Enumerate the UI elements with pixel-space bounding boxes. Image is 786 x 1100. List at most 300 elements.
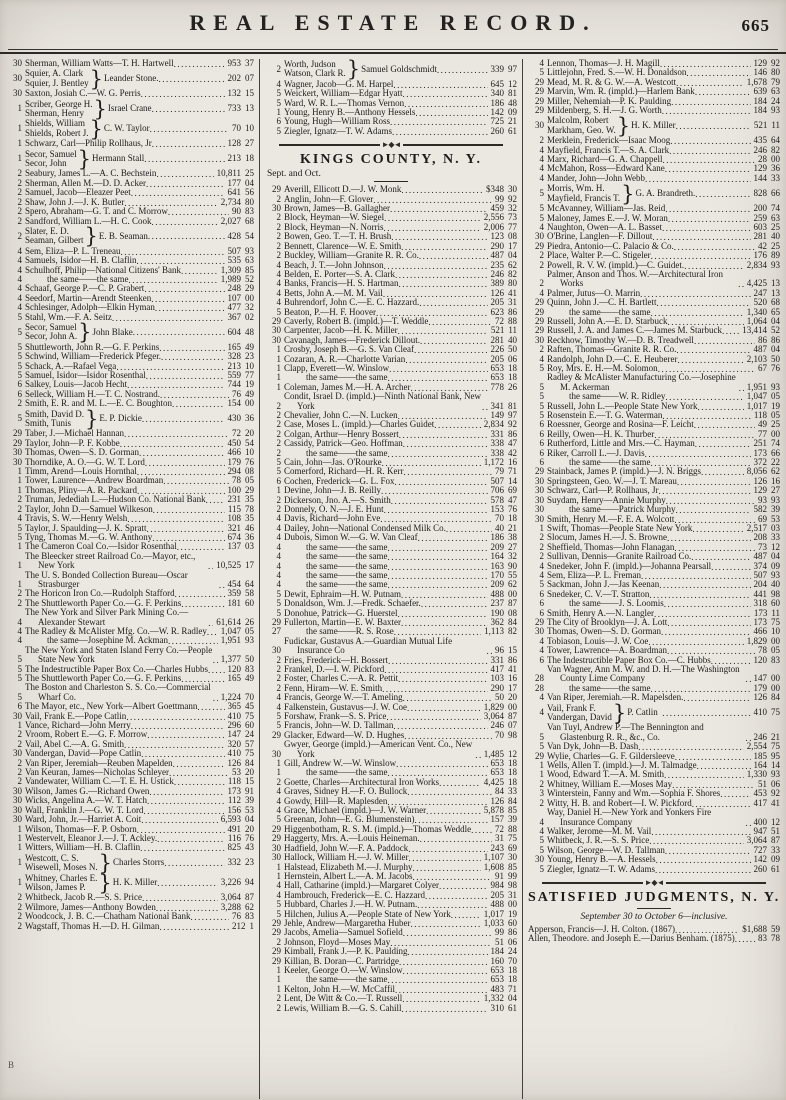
- judgment-entry: [6, 843, 254, 852]
- amount-cents: 53: [771, 513, 780, 524]
- day-number: 4: [276, 551, 281, 562]
- debtor-creditor-text: Shaw, John J.—J. K. Butler: [25, 196, 125, 207]
- dot-leader: [191, 913, 229, 922]
- creditor-text: H. K. Miller: [631, 120, 676, 131]
- debtor-creditor-text: Walker, Jerome—M. M. Vail: [547, 825, 652, 836]
- debtor-creditor-text: Vail, Frank E.—Pope Catlin: [25, 710, 127, 721]
- amount-dollars: 1,678: [746, 76, 767, 87]
- amount-dollars: 147: [753, 673, 767, 684]
- dot-leader: [654, 430, 755, 439]
- dot-leader: [668, 214, 751, 223]
- dot-leader: [403, 468, 492, 477]
- dot-leader: [738, 280, 744, 289]
- amount-cents: 11: [771, 120, 780, 131]
- judgment-entry: [528, 665, 780, 684]
- dot-leader: [475, 750, 480, 759]
- amount-dollars: 1,330: [746, 769, 767, 780]
- dot-leader: [674, 242, 755, 251]
- amount-dollars: 186: [490, 532, 504, 543]
- amount-dollars: 578: [490, 494, 504, 505]
- amount-dollars: 53: [232, 767, 241, 778]
- amount-cents: 40: [771, 579, 780, 590]
- debtor-creditor-text: Francis, John—W. D. Tallman: [284, 720, 394, 731]
- debtor-creditor-text: the same——the same: [306, 541, 388, 552]
- amount-dollars: 491: [227, 823, 241, 834]
- dot-leader: [412, 863, 480, 872]
- dot-leader: [124, 430, 229, 439]
- dot-leader: [686, 69, 750, 78]
- debtor-name: Vail, Frank F.: [547, 702, 596, 713]
- dot-leader: [153, 505, 225, 514]
- debtor-creditor-text: Saxton, Josiah C.—W. G. Perris: [25, 88, 141, 99]
- debtor-creditor-text: Fudickar, Gustavus A.—Guardian Mutual Life Insurance Co: [284, 635, 453, 656]
- dot-leader: [650, 684, 750, 693]
- judgment-entry: [265, 1004, 517, 1013]
- debtor-creditor-text: Donaldson, Wm. J.—Fredk. Schaefer.: [284, 598, 421, 609]
- amount-cents: 16: [508, 673, 517, 684]
- debtor-creditor-text: Schwarz, Carl—P. Rollhaus, Jr: [547, 485, 659, 496]
- day-number: 4: [539, 825, 544, 836]
- dot-leader: [660, 59, 751, 68]
- amount-dollars: 3,064: [220, 892, 241, 903]
- amount-cents: 50: [245, 654, 254, 665]
- debtor-creditor-text: Condit, Israel D. (impld.)—Ninth National Bank, New York: [284, 391, 481, 411]
- amount-cents: 60: [508, 917, 517, 928]
- day-number: 28: [535, 673, 544, 684]
- day-number: 1: [17, 541, 22, 552]
- judgment-entry: [6, 571, 254, 590]
- amount-dollars: 507: [490, 475, 504, 486]
- amount-dollars: 372: [753, 457, 767, 468]
- brace-glyph: }: [98, 870, 112, 895]
- amount-dollars: 99: [495, 193, 504, 204]
- dot-leader: [404, 99, 487, 108]
- amount-dollars: 604: [227, 326, 241, 337]
- amount-cents: 45: [245, 701, 254, 712]
- day-number: 2: [276, 776, 281, 787]
- debtor-name: Scriber, George H.: [25, 98, 93, 109]
- day-number: 2: [17, 738, 22, 749]
- amount-cents: 74: [771, 438, 780, 449]
- amount-dollars: 410: [227, 710, 241, 721]
- dot-leader: [664, 771, 744, 780]
- day-number: 5: [276, 125, 281, 136]
- amount-cents: 04: [771, 551, 780, 562]
- debtor-creditor-text: Brown, James—B. Gallagher: [284, 203, 390, 214]
- amount-cents: 33: [771, 532, 780, 543]
- debtor-creditor-text: Witters, William—H. B. Claflin: [25, 842, 141, 853]
- dot-leader: [451, 910, 481, 919]
- amount-dollars: 50: [495, 692, 504, 703]
- amount-cents: 98: [508, 880, 517, 891]
- day-number: 4: [17, 273, 22, 284]
- debtor-creditor-text: Goette, Charles—Architectural Iron Works: [284, 776, 440, 787]
- debtor-creditor-text: Lent, De Witt & Co.—T. Russell: [284, 993, 403, 1004]
- dot-leader: [683, 694, 750, 703]
- day-number: 30: [13, 73, 22, 84]
- day-number: 1: [17, 475, 22, 486]
- debtor-creditor-text: O'Brine, Langlen—F. Dillout: [547, 231, 653, 242]
- debtor-creditor-text: Whitbeck, Jacob R.—S. S. Price: [25, 892, 142, 903]
- debtor-name: Sherman, Henry: [25, 108, 84, 119]
- amount-cents: 92: [771, 59, 780, 68]
- dot-leader: [174, 59, 225, 68]
- amount-cents: 35: [245, 513, 254, 524]
- debtor-creditor-text: Jacobs, Amelia—Samuel Sofield: [284, 927, 403, 938]
- judgment-entry: [265, 364, 517, 373]
- day-number: 5: [539, 212, 544, 223]
- debtor-creditor-text: Wicks, Angelina A.—W. T. Hatch: [25, 795, 147, 806]
- dot-leader: [398, 327, 488, 336]
- amount-dollars: 466: [227, 447, 241, 458]
- day-number: 5: [17, 522, 22, 533]
- dot-leader: [739, 383, 744, 392]
- amount-cents: 84: [771, 692, 780, 703]
- day-number: 5: [17, 663, 22, 674]
- amount-dollars: 10,525: [216, 560, 241, 571]
- debtor-names: [284, 60, 346, 79]
- judgment-entry: [6, 552, 254, 571]
- amount: [751, 106, 781, 115]
- dot-leader: [677, 355, 743, 364]
- amount-cents: 10: [771, 626, 780, 637]
- day-number: 2: [276, 682, 281, 693]
- amount-cents: 09: [771, 560, 780, 571]
- amount-dollars: 213: [227, 153, 241, 164]
- debtor-creditor-text: Powell, R. V. W. (impld.)—C. Guidet.: [547, 259, 685, 270]
- debtor-creditor-text: Thorndike, A. O.—G. W. T. Lord: [25, 456, 145, 467]
- day-number: 6: [17, 388, 22, 399]
- debtor-creditor-text: McAvanney, William—Jas. Reid: [547, 203, 666, 214]
- amount-dollars: 725: [490, 116, 504, 127]
- debtor-creditor-text: Selleck, William H.—T. C. Nostrand.: [25, 388, 161, 399]
- amount-dollars: 226: [490, 344, 504, 355]
- debtor-creditor-text: The Horicon Iron Co.—Rudolph Stafford: [25, 588, 175, 599]
- amount-dollars: 653: [490, 964, 504, 975]
- judgment-entry: [6, 313, 254, 322]
- amount-dollars: 441: [753, 588, 767, 599]
- dot-leader: [159, 922, 229, 931]
- amount: [218, 636, 254, 645]
- amount-cents: 14: [508, 475, 517, 486]
- debtor-creditor-text: Tobiason, Louis—J. W. Coe: [547, 635, 649, 646]
- debtor-creditor-text: Dewit, Ephraim—H. W. Putnam: [284, 588, 401, 599]
- day-number: 29: [535, 315, 544, 326]
- day-number: 4: [539, 287, 544, 298]
- amount-dollars: 453: [753, 788, 767, 799]
- day-number: 4: [17, 635, 22, 646]
- amount-dollars: 1,332: [483, 993, 504, 1004]
- debtor-creditor-text: Seedorf, Martin—Arendt Steenken: [25, 292, 152, 303]
- amount-cents: 00: [508, 588, 517, 599]
- amount-cents: 42: [508, 447, 517, 458]
- dot-leader: [208, 665, 225, 674]
- day-number: 2: [539, 250, 544, 261]
- amount-dollars: 645: [490, 78, 504, 89]
- dot-leader: [390, 118, 488, 127]
- amount-dollars: 1,017: [483, 908, 504, 919]
- amount-cents: 33: [508, 786, 517, 797]
- debtor-creditor-text: Buhrendorf, John C.—E. C. Hazzard.: [284, 297, 420, 308]
- debtor-name: Slater, E. D.: [25, 225, 69, 236]
- day-number: 4: [17, 264, 22, 275]
- day-number: 2: [276, 231, 281, 242]
- dot-leader: [159, 343, 224, 352]
- day-number: 5: [276, 466, 281, 477]
- day-number: 3: [539, 788, 544, 799]
- dot-leader: [402, 90, 487, 99]
- creditor-text: H. K. Miller: [112, 877, 158, 888]
- dot-leader: [418, 534, 488, 543]
- amount-cents: 40: [508, 334, 517, 345]
- day-number: 5: [17, 311, 22, 322]
- debtor-creditor-text: Taylor, J. Spaulding—J. K. Spratt: [25, 522, 147, 533]
- debtor-creditor-text: Place, Walter P.—C. Stigeler: [547, 250, 651, 261]
- dot-leader: [403, 694, 492, 703]
- amount-cents: 71: [508, 983, 517, 994]
- amount-dollars: 72: [495, 823, 504, 834]
- amount-dollars: 70: [232, 123, 241, 134]
- judgment-entry-group: [6, 116, 254, 141]
- dot-leader: [648, 637, 743, 646]
- judgment-entry: [6, 399, 254, 408]
- day-number: 4: [539, 154, 544, 165]
- amount-dollars: 67: [758, 363, 767, 373]
- day-number: 30: [13, 447, 22, 458]
- dot-leader: [152, 105, 225, 114]
- amount-dollars: 430: [227, 413, 241, 424]
- debtor-creditor-text: Kelton, John H.—W. McCaffil: [284, 983, 395, 994]
- dot-leader: [399, 280, 488, 289]
- debtor-creditor-text: The New York and Staten Island Ferry Co.—People State New York: [25, 644, 213, 665]
- day-number: 27: [272, 626, 281, 637]
- debtor-name: Shields, William: [25, 118, 85, 129]
- day-number: 4: [17, 513, 22, 524]
- amount-cents: 48: [245, 326, 254, 337]
- judgment-entry: [528, 106, 780, 115]
- day-number: 30: [535, 854, 544, 865]
- dot-leader: [137, 825, 225, 834]
- amount-cents: 59: [771, 923, 780, 934]
- debtor-creditor-text: the same——the same: [306, 551, 388, 562]
- day-number: 30: [535, 485, 544, 496]
- amount-dollars: 2,834: [746, 259, 767, 270]
- amount-cents: 89: [771, 250, 780, 261]
- debtor-creditor-text: Mayfield, Francis T.—S. A. Clark: [547, 144, 670, 155]
- debtor-creditor-text: Radley & McAlister Manufacturing Co.—Josephine M. Ackerman: [547, 372, 736, 392]
- debtor-creditor-text: Schulhoff, Philip—National Citizens' Bank: [25, 264, 181, 275]
- day-number: 2: [17, 892, 22, 903]
- day-number: 30: [13, 456, 22, 467]
- judgment-entry: [528, 449, 780, 458]
- amount-cents: 39: [771, 504, 780, 515]
- amount-cents: 85: [245, 264, 254, 275]
- day-number: 1: [276, 758, 281, 769]
- amount-dollars: 165: [227, 341, 241, 352]
- amount-cents: 62: [508, 259, 517, 270]
- amount-cents: 06: [771, 778, 780, 789]
- debtor-creditor-text: Donohue, Patrick—G. Huerstel: [284, 607, 398, 618]
- amount-dollars: 1,047: [746, 391, 767, 402]
- day-number: 4: [17, 625, 22, 636]
- amount-dollars: 132: [227, 88, 241, 99]
- day-number: 5: [539, 187, 544, 198]
- dot-leader: [120, 439, 225, 448]
- amount-cents: 35: [245, 494, 254, 505]
- debtor-creditor-text: Suydam, Henry—Annie Murphy: [547, 494, 666, 505]
- amount-cents: 68: [245, 215, 254, 226]
- dot-leader: [722, 327, 739, 336]
- amount-cents: 61: [508, 1002, 517, 1013]
- day-number: 4: [17, 245, 22, 256]
- day-number: 29: [535, 297, 544, 308]
- amount: [744, 261, 780, 270]
- amount-cents: 69: [508, 842, 517, 853]
- debtor-creditor-text: Smith, Henry M.—F. E. A. Wolcott: [547, 513, 675, 524]
- amount: [488, 65, 518, 74]
- day-number: 4: [276, 560, 281, 571]
- amount: [751, 656, 781, 665]
- dot-leader: [387, 797, 487, 806]
- amount-cents: 27: [245, 138, 254, 149]
- amount-dollars: 653: [490, 767, 504, 778]
- amount-dollars: 200: [753, 203, 767, 214]
- day-number: 2: [276, 654, 281, 665]
- dot-leader: [168, 637, 218, 646]
- day-number: 5: [539, 863, 544, 874]
- day-number: 4: [17, 302, 22, 313]
- debtor-creditor-text: Van Riper, Jeremiah—Reuben Mapelden: [25, 757, 173, 768]
- amount-cents: 93: [771, 381, 780, 392]
- debtor-creditor-text: Wilmore, James—Anthony Bowden: [25, 901, 156, 912]
- dot-leader: [380, 515, 492, 524]
- debtor-creditor-text: Sem, Eliza—P. L. Freman: [547, 569, 641, 580]
- debtor-creditor-text: Witty, H. B. and Robert—I. W. Pickford: [547, 797, 692, 808]
- debtor-creditor-text: Seabury, James L.—A. C. Bechstein: [25, 168, 157, 179]
- dot-leader: [181, 599, 224, 608]
- day-number: 4: [276, 805, 281, 816]
- dot-leader: [151, 294, 224, 303]
- amount-dollars: 260: [753, 863, 767, 874]
- day-number: 30: [535, 494, 544, 505]
- dot-leader: [665, 205, 750, 214]
- debtor-creditor-text: Higgenbotham, R. S. M. (impld.)—Thomas Weddle: [284, 823, 472, 834]
- dot-leader: [174, 778, 225, 787]
- day-number: 1: [17, 578, 22, 589]
- dot-leader: [659, 487, 751, 496]
- amount-dollars: 488: [490, 588, 504, 599]
- amount-dollars: 96: [495, 645, 504, 656]
- dot-leader: [147, 797, 225, 806]
- amount-dollars: 2,554: [746, 741, 767, 752]
- debtor-creditor-text: the same——the same: [306, 372, 388, 383]
- amount-dollars: 487: [753, 551, 767, 562]
- debtor-creditor-text: Schaaf, George P.—C. P. Grabert: [25, 283, 145, 294]
- amount-cents: 49: [245, 673, 254, 683]
- amount-dollars: 507: [753, 569, 767, 580]
- amount-cents: 47: [508, 438, 517, 449]
- day-number: 2: [276, 438, 281, 449]
- debtor-creditor-text: Riker, Carroll L.—J. Davis: [547, 447, 645, 458]
- amount-dollars: 205: [490, 889, 504, 900]
- day-number: 1: [276, 964, 281, 975]
- debtor-creditor-text: Samuel, Isidor—Isidor Rosenthal: [25, 370, 146, 380]
- debtor-creditor-text: Sackman, John J.—Jas Keenan: [547, 579, 660, 590]
- debtor-creditor-text: Graves, Sidney H.—F. O. Bullock: [284, 786, 408, 797]
- debtor-creditor-text: Snedeker, C. V.—T. Stratton: [547, 588, 650, 599]
- dot-leader: [383, 223, 480, 232]
- amount-cents: 74: [771, 203, 780, 214]
- dot-leader: [393, 722, 487, 731]
- day-number: 30: [535, 334, 544, 345]
- debtor-names: [547, 184, 620, 203]
- amount: [751, 121, 780, 130]
- day-number: 1: [276, 485, 281, 496]
- dot-leader: [677, 477, 751, 486]
- judgment-entry: [528, 373, 780, 392]
- amount-cents: 12: [508, 748, 517, 759]
- amount-dollars: 1,064: [746, 315, 767, 326]
- amount-dollars: 170: [490, 569, 504, 580]
- brace-glyph: }: [89, 66, 104, 91]
- debtor-creditor-text: Randolph, John D.—C. E. Heuberer: [547, 353, 678, 364]
- amount-dollars: 674: [227, 531, 241, 542]
- amount-cents: 63: [771, 86, 780, 97]
- day-number: 1: [276, 974, 281, 985]
- day-number: 5: [539, 579, 544, 590]
- amount: [225, 154, 255, 163]
- day-number: 6: [539, 654, 544, 665]
- amount-cents: 29: [245, 283, 254, 294]
- dot-leader: [650, 458, 750, 467]
- amount-cents: 18: [508, 964, 517, 975]
- amount-dollars: 825: [227, 842, 241, 853]
- amount: [225, 89, 255, 98]
- amount-cents: 09: [508, 107, 517, 118]
- dot-leader: [664, 600, 751, 609]
- amount-cents: 18: [508, 362, 517, 373]
- judgment-entry-group: [265, 59, 517, 82]
- day-number: 2: [539, 344, 544, 355]
- day-number: 5: [539, 741, 544, 752]
- amount-cents: 17: [508, 682, 517, 693]
- amount-dollars: 164: [753, 760, 767, 771]
- amount-dollars: 1,172: [483, 457, 504, 468]
- amount-cents: 04: [508, 993, 517, 1004]
- debtor-name: Westcott, C. S.: [25, 852, 79, 863]
- debtor-creditor-text: Ward, W. R. L.—Thomas Vernon: [284, 97, 405, 108]
- debtor-creditor-text: Rosenstein E.—T. G. Waterman: [547, 410, 663, 421]
- debtor-creditor-text: Hernstein, Albert L.—A. M. Jacobs: [284, 870, 413, 881]
- debtor-creditor-text: Van Wagner, Ann M. W. and D. H.—The Washington County Lime Company: [547, 664, 740, 684]
- amount-dollars: 123: [490, 231, 504, 242]
- day-number: 29: [535, 616, 544, 627]
- amount-dollars: 653: [490, 758, 504, 769]
- debtor-creditor-text: Wilson, Thomas—F. P. Osborn: [25, 823, 137, 834]
- amount: [751, 708, 781, 717]
- dot-leader: [746, 818, 751, 827]
- day-number: 29: [13, 428, 22, 439]
- debtor-creditor-text: The Cameron Coal Co.—Isidor Rosenthal: [25, 541, 177, 552]
- dot-leader: [382, 684, 487, 693]
- dot-leader: [152, 140, 225, 149]
- day-number: 1: [276, 344, 281, 355]
- amount-cents: 04: [771, 344, 780, 355]
- amount-cents: 18: [508, 974, 517, 985]
- dot-leader: [662, 106, 751, 115]
- day-number: 2: [17, 398, 22, 409]
- amount-dollars: 153: [490, 504, 504, 515]
